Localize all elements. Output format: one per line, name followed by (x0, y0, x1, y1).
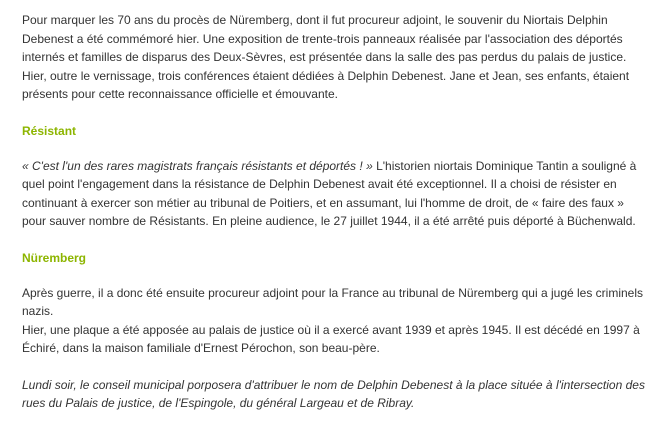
section-heading-nuremberg: Nüremberg (22, 250, 87, 265)
intro-paragraph: Pour marquer les 70 ans du procès de Nüremberg, dont il fut procureur adjoint, le souvenir du Niortais Delphin Debenest a été commémoré hier. Une exposition de trente-trois panneaux réalisée par l'association des déportés internés et familles de disparus des Deux-Sèvres, est présentée dans la salle des pas perdus du palais de justice. Hier, outre le vernissage, trois conférences étaient dédiées à Delphin Debenest. Jane et Jean, ses enfants, étaient présents pour cette reconnaissance officielle et émouvante. (22, 13, 630, 101)
nuremberg-line-1: Après guerre, il a donc été ensuite procureur adjoint pour la France au tribunal de Nüremberg qui a jugé les criminels nazis. (22, 285, 644, 318)
nuremberg-paragraph (22, 284, 651, 358)
nuremberg-line-2: Hier, une plaque a été apposée au palais de justice où il a exercé avant 1939 et après 1945. Il est décédé en 1997 à Échiré, dans la maison familiale d'Ernest Pérochon, son beau-père. (22, 322, 640, 355)
section-heading-resistant: Résistant (22, 123, 77, 138)
resistant-body: L'historien niortais Dominique Tantin a souligné à quel point l'engagement dans la résistance de Delphin Debenest avait été exceptionnel. Il a choisi de résister en continuant à exercer son métier au tribunal de Poitiers, et en assumant, lui l'homme de droit, de « faire des faux » pour sauver nombre de Résistants. En pleine audience, le 27 juillet 1944, il a été arrêté puis déporté à Büchenwald. (22, 158, 637, 228)
resistant-paragraph (22, 157, 651, 231)
closing-paragraph (22, 376, 651, 413)
resistant-quote: « C'est l'un des rares magistrats français résistants et déportés ! » (22, 158, 373, 173)
closing-text: Lundi soir, le conseil municipal porposera d'attribuer le nom de Delphin Debenest à la place située à l'intersection des rues du Palais de justice, de l'Espingole, du général Largeau et de Ribray. (22, 377, 645, 410)
